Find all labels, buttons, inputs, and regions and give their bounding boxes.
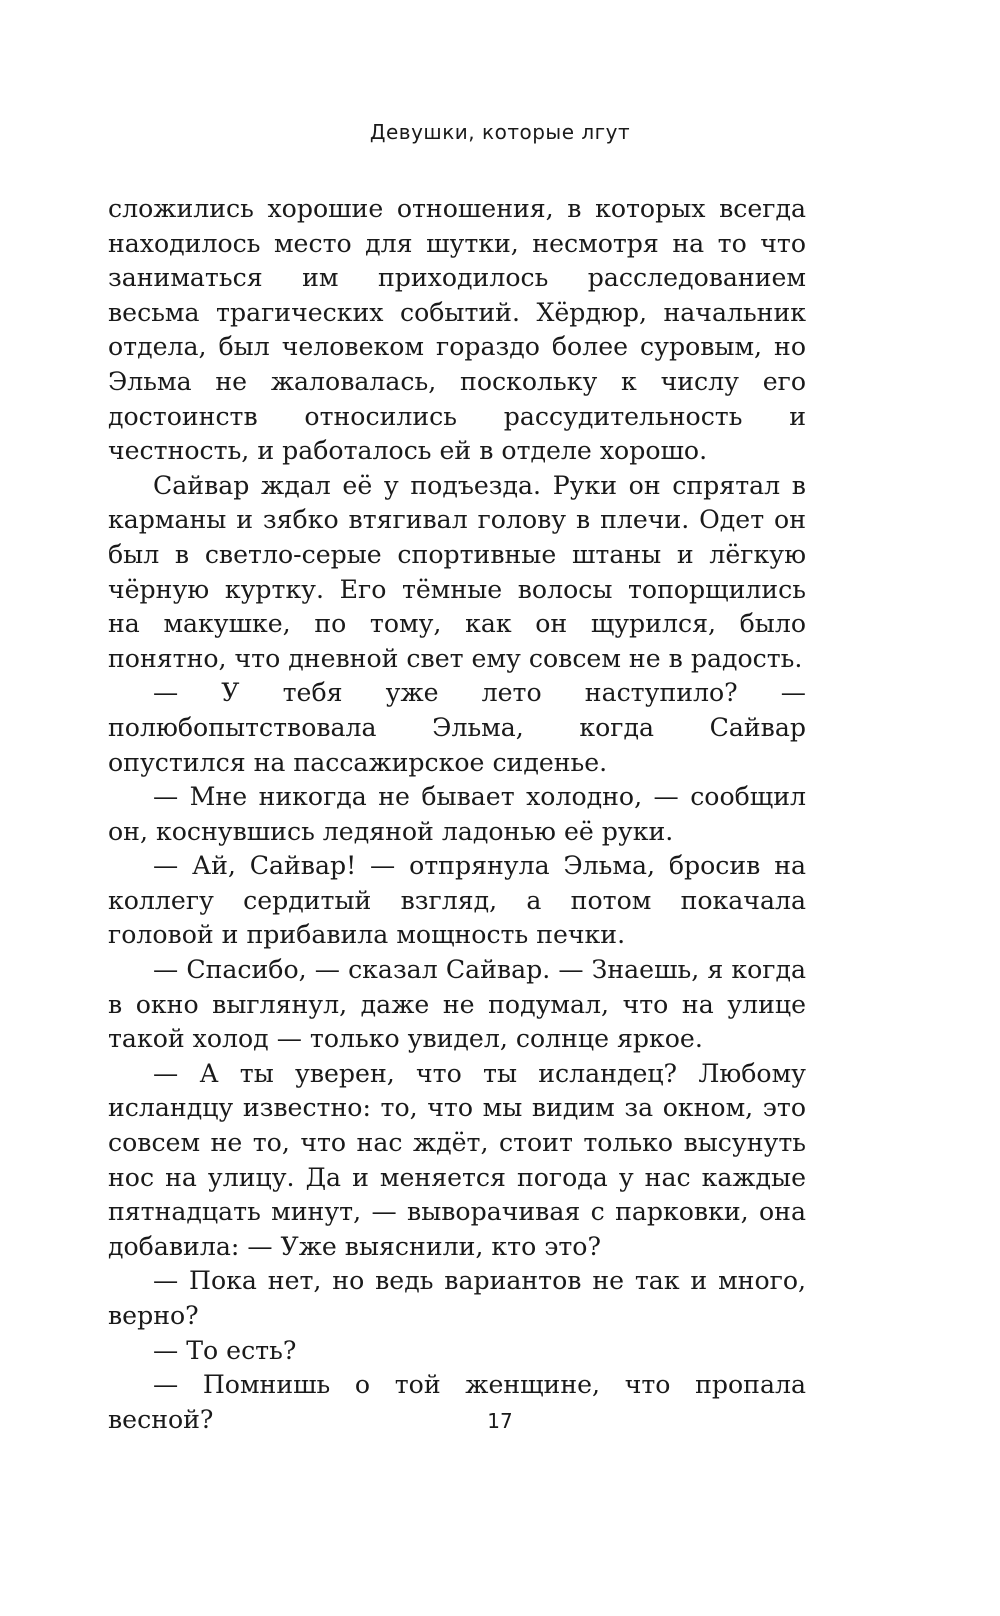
dialogue-line: — Спасибо, — сказал Сайвар. — Знаешь, я когда в окно выглянул, даже не подумал, что на улице такой холод — только увидел, солнце яркое. <box>108 955 806 1054</box>
dialogue-line: — У тебя уже лето наступило? — полюбопытствовала Эльма, когда Сайвар опустился на пассажирское сиденье. <box>108 678 806 777</box>
paragraph: сложились хорошие отношения, в которых всегда находилось место для шутки, несмотря на то что заниматься им приходилось расследованием весьма трагических событий. Хёрдюр, начальник отдела, был человеком гораздо более суровым, но Эльма не жаловалась, поскольку к числу его достоинств относились рассудительность и честность, и работалось ей в отделе хорошо. <box>108 194 806 466</box>
dialogue-line: — То есть? <box>153 1335 297 1365</box>
running-header: Девушки, которые лгут <box>369 120 631 144</box>
dialogue-line: — Ай, Сайвар! — отпрянула Эльма, бросив на коллегу сердитый взгляд, а потом покачала головой и прибавила мощность печки. <box>108 851 806 950</box>
dialogue-line: — Мне никогда не бывает холодно, — сообщил он, коснувшись ледяной ладонью её руки. <box>108 782 806 846</box>
dialogue-line: — А ты уверен, что ты исландец? Любому исландцу известно: то, что мы видим за окном, это совсем не то, что нас ждёт, стоит только высунуть нос на улицу. Да и меняется погода у нас каждые пятнадцать минут, — выворачивая с парковки, она добавила: — Уже выяснили, кто это? <box>108 1058 806 1261</box>
body-text <box>108 192 806 1437</box>
dialogue-line: — Помнишь о той женщине, что пропала весной? <box>108 1370 806 1434</box>
page-number: 17 <box>487 1409 513 1433</box>
paragraph: Сайвар ждал её у подъезда. Руки он спрятал в карманы и зябко втягивал голову в плечи. Одет он был в светло-серые спортивные штаны и лёгкую чёрную куртку. Его тёмные волосы топорщились на макушке, по тому, как он щурился, было понятно, что дневной свет ему совсем не в радость. <box>108 470 806 673</box>
dialogue-line: — Пока нет, но ведь вариантов не так и много, верно? <box>108 1266 806 1330</box>
